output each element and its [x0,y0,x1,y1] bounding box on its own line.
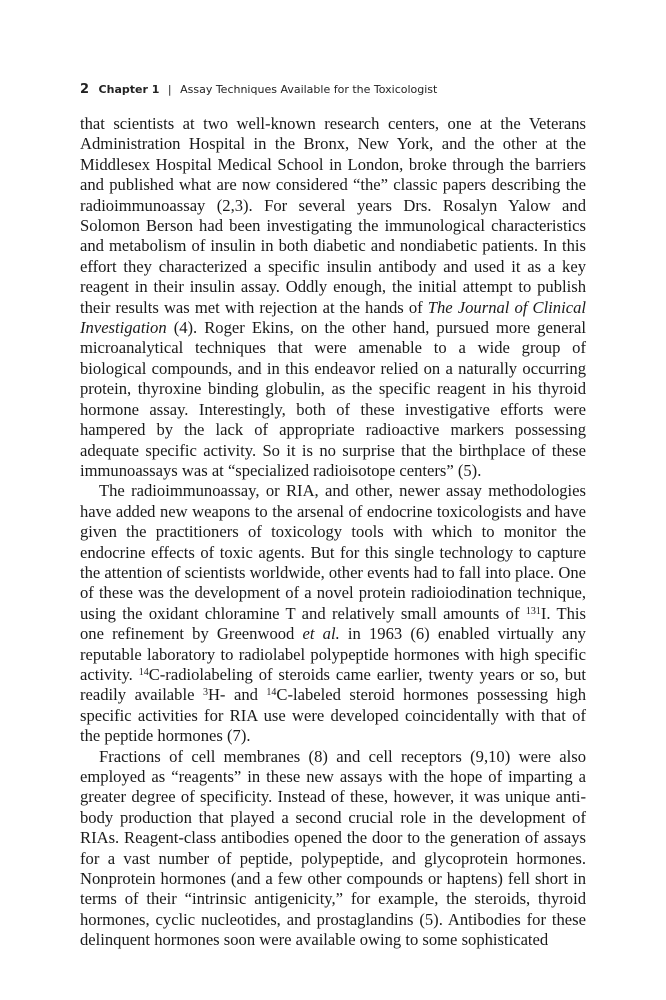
paragraph-2-text-e: H- and [207,685,267,705]
superscript-14-b: 14 [266,687,277,699]
paragraph-2-text-a: The radioimmunoassay, or RIA, and other, newer assay methodologies have added new weapons to the arsenal of endocrine toxicologists and have given the practitioners of toxicology tools with which to monitor the endocrine effects of toxic agents. But for this single technology to capture the attention of scientists worldwide, other events had to fall into place. One of these was the development of a novel protein radioiodination technique, using the oxidant chloramine T and relatively small amounts of [80,481,586,623]
paragraph-2-text-d: C-radiolabeling of steroids came earlier, twenty years or so, but readily available [80,664,586,705]
journal-title: The Journal of Clinical Investigation [80,297,586,338]
paragraph-3: Fractions of cell membranes (8) and cell receptors (9,10) were also employed as “reagents” in these new assays with the hope of imparting a greater degree of specificity. Instead of these, however, it was unique anti-body production that played a second crucial role in the development of RIAs. Reagent-class antibodies opened the door to the generation of assays for a vast number of peptide, polypeptide, and glycoprotein hormones. Nonprotein hormones (and a few other compounds or haptens) fell short in terms of their “intrinsic antigenicity,” for example, the steroids, thyroid hormones, cyclic nucleotides, and prostaglandins (5). Antibodies for these delinquent hormones soon were available owing to some sophisticated [80,746,586,950]
paragraph-1-text-a: that scientists at two well-known research centers, one at the Veterans Administration Hospital in the Bronx, New York, and the other at the Middlesex Hospital Medical School in London, broke through the barriers and published what are now considered “the” classic papers describing the radioimmunoassay (2,3). For several years Drs. Rosalyn Yalow and Solomon Berson had been investigating the immunological characteristics and metabolism of insulin in both diabetic and nondiabetic patients. In this effort they characterized a specific insulin antibody and used it as a key reagent in their insulin assay. Oddly enough, the initial attempt to publish their results was met with rejection at the hands of [80,114,586,317]
et-al: et al. [302,624,340,644]
paragraph-2-text-c: in 1963 (6) enabled virtually any reputable laboratory to radiolabel polypeptide hormones with high specific activity. [80,624,586,684]
page-number: 2 [80,82,90,97]
chapter-label: Chapter 1 [98,83,160,96]
chapter-title: Assay Techniques Available for the Toxicologist [180,83,438,96]
paragraph-1 [80,114,586,481]
paragraph-2-text-f: C-labeled steroid hormones possessing high specific activities for RIA use were developed coincidentally with that of the peptide hormones (7). [80,685,587,746]
paragraph-2-text-b: I. This one refinement by Greenwood [80,603,586,644]
paragraph-2 [80,481,586,746]
running-head [80,82,600,97]
superscript-131: 131 [525,605,541,617]
paragraph-1-text-b: (4). Roger Ekins, on the other hand, pursued more general microanalytical techniques that were amenable to a wide group of biological compounds, and in this endeavor relied on a naturally occurring protein, thyroxine binding globulin, as the specific reagent in his thyroid hormone assay. Interestingly, both of these investigative efforts were hampered by the lack of appropriate radioactive markers possessing adequate specific activity. So it is no surprise that the birthplace of these immunoassays was at “specialized radioisotope centers” (5). [80,318,586,480]
superscript-3: 3 [202,687,208,699]
header-separator: | [167,83,172,96]
body-text [80,114,586,951]
superscript-14-a: 14 [138,666,149,678]
